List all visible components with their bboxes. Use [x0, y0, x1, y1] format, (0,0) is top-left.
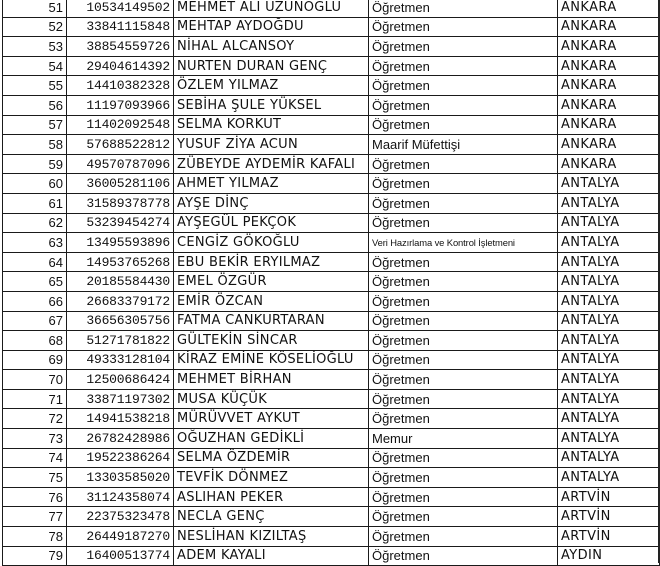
- row-number-cell: 52: [3, 17, 67, 37]
- id-number-cell: 29404614392: [67, 56, 174, 76]
- job-title-cell: Öğretmen: [369, 115, 558, 135]
- table-row: [3, 135, 660, 155]
- job-title-cell: Öğretmen: [369, 95, 558, 115]
- row-number-cell: 75: [3, 468, 67, 488]
- id-number-cell: 11402092548: [67, 115, 174, 135]
- province-cell: ANKARA: [558, 37, 660, 57]
- province-cell: ANTALYA: [558, 370, 660, 390]
- table-row: [3, 389, 660, 409]
- job-title-cell: Memur: [369, 429, 558, 449]
- job-title-cell: Öğretmen: [369, 448, 558, 468]
- row-number-cell: 54: [3, 56, 67, 76]
- table-row: [3, 527, 660, 547]
- province-cell: ANKARA: [558, 135, 660, 155]
- person-name-cell: GÜLTEKİN SİNCAR: [174, 331, 369, 351]
- id-number-cell: 12500686424: [67, 370, 174, 390]
- job-title-cell: Öğretmen: [369, 350, 558, 370]
- province-cell: ANTALYA: [558, 252, 660, 272]
- table-row: [3, 95, 660, 115]
- table-row: [3, 0, 660, 17]
- province-cell: ARTVİN: [558, 487, 660, 507]
- person-name-cell: SELMA KORKUT: [174, 115, 369, 135]
- province-cell: ANTALYA: [558, 233, 660, 253]
- job-title-cell: Öğretmen: [369, 311, 558, 331]
- province-cell: ANKARA: [558, 76, 660, 96]
- person-name-cell: EMİR ÖZCAN: [174, 291, 369, 311]
- province-cell: ANTALYA: [558, 468, 660, 488]
- row-number-cell: 59: [3, 154, 67, 174]
- id-number-cell: 51271781822: [67, 331, 174, 351]
- table-row: [3, 409, 660, 429]
- job-title-cell: Veri Hazırlama ve Kontrol İşletmeni: [369, 233, 558, 253]
- row-number-cell: 65: [3, 272, 67, 292]
- job-title-cell: Öğretmen: [369, 174, 558, 194]
- id-number-cell: 14410382328: [67, 76, 174, 96]
- table-row: [3, 429, 660, 449]
- person-name-cell: AHMET YILMAZ: [174, 174, 369, 194]
- table-row: [3, 448, 660, 468]
- person-name-cell: NESLİHAN KIZILTAŞ: [174, 527, 369, 547]
- id-number-cell: 13495593896: [67, 233, 174, 253]
- person-name-cell: CENGİZ GÖKOĞLU: [174, 233, 369, 253]
- person-name-cell: ASLIHAN PEKER: [174, 487, 369, 507]
- province-cell: ANKARA: [558, 154, 660, 174]
- province-cell: ANTALYA: [558, 350, 660, 370]
- table-row: [3, 291, 660, 311]
- province-cell: ANKARA: [558, 95, 660, 115]
- row-number-cell: 76: [3, 487, 67, 507]
- row-number-cell: 78: [3, 527, 67, 547]
- job-title-cell: Maarif Müfettişi: [369, 135, 558, 155]
- job-title-cell: Öğretmen: [369, 0, 558, 17]
- person-name-cell: SELMA ÖZDEMİR: [174, 448, 369, 468]
- id-number-cell: 57688522812: [67, 135, 174, 155]
- job-title-cell: Öğretmen: [369, 409, 558, 429]
- person-name-cell: OĞUZHAN GEDİKLİ: [174, 429, 369, 449]
- row-number-cell: 72: [3, 409, 67, 429]
- id-number-cell: 19522386264: [67, 448, 174, 468]
- province-cell: ARTVİN: [558, 527, 660, 547]
- person-name-cell: KİRAZ EMİNE KÖSELİOĞLU: [174, 350, 369, 370]
- person-name-cell: MEHMET ALİ UZUNOĞLU: [174, 0, 369, 17]
- province-cell: ANKARA: [558, 0, 660, 17]
- row-number-cell: 53: [3, 37, 67, 57]
- job-title-cell: Öğretmen: [369, 193, 558, 213]
- person-name-cell: EBU BEKİR ERYILMAZ: [174, 252, 369, 272]
- person-name-cell: NİHAL ALCANSOY: [174, 37, 369, 57]
- person-name-cell: ÖZLEM YILMAZ: [174, 76, 369, 96]
- row-number-cell: 58: [3, 135, 67, 155]
- province-cell: ANTALYA: [558, 448, 660, 468]
- province-cell: ANTALYA: [558, 389, 660, 409]
- table-row: [3, 252, 660, 272]
- table-row: [3, 331, 660, 351]
- row-number-cell: 57: [3, 115, 67, 135]
- table-row: [3, 193, 660, 213]
- person-name-cell: AYŞEGÜL PEKÇOK: [174, 213, 369, 233]
- person-name-cell: NURTEN DURAN GENÇ: [174, 56, 369, 76]
- province-cell: AYDIN: [558, 546, 660, 566]
- table-row: [3, 56, 660, 76]
- job-title-cell: Öğretmen: [369, 389, 558, 409]
- province-cell: ANTALYA: [558, 174, 660, 194]
- id-number-cell: 31589378778: [67, 193, 174, 213]
- job-title-cell: Öğretmen: [369, 507, 558, 527]
- province-cell: ANTALYA: [558, 193, 660, 213]
- province-cell: ANTALYA: [558, 213, 660, 233]
- id-number-cell: 33871197302: [67, 389, 174, 409]
- table-row: [3, 272, 660, 292]
- row-number-cell: 51: [3, 0, 67, 17]
- person-name-cell: MUSA KÜÇÜK: [174, 389, 369, 409]
- job-title-cell: Öğretmen: [369, 546, 558, 566]
- job-title-cell: Öğretmen: [369, 56, 558, 76]
- id-number-cell: 14941538218: [67, 409, 174, 429]
- id-number-cell: 49333128104: [67, 350, 174, 370]
- id-number-cell: 13303585020: [67, 468, 174, 488]
- row-number-cell: 79: [3, 546, 67, 566]
- id-number-cell: 26683379172: [67, 291, 174, 311]
- province-cell: ANKARA: [558, 17, 660, 37]
- person-name-cell: ADEM KAYALI: [174, 546, 369, 566]
- job-title-cell: Öğretmen: [369, 527, 558, 547]
- job-title-cell: Öğretmen: [369, 37, 558, 57]
- table-row: [3, 468, 660, 488]
- province-cell: ARTVİN: [558, 507, 660, 527]
- id-number-cell: 31124358074: [67, 487, 174, 507]
- person-name-cell: YUSUF ZİYA ACUN: [174, 135, 369, 155]
- table-row: [3, 507, 660, 527]
- province-cell: ANTALYA: [558, 291, 660, 311]
- id-number-cell: 10534149502: [67, 0, 174, 17]
- row-number-cell: 55: [3, 76, 67, 96]
- table-row: [3, 370, 660, 390]
- person-name-cell: ZÜBEYDE AYDEMİR KAFALI: [174, 154, 369, 174]
- person-name-cell: EMEL ÖZGÜR: [174, 272, 369, 292]
- row-number-cell: 70: [3, 370, 67, 390]
- province-cell: ANTALYA: [558, 429, 660, 449]
- row-number-cell: 74: [3, 448, 67, 468]
- table-row: [3, 115, 660, 135]
- id-number-cell: 26782428986: [67, 429, 174, 449]
- id-number-cell: 16400513774: [67, 546, 174, 566]
- row-number-cell: 69: [3, 350, 67, 370]
- person-name-cell: TEVFİK DÖNMEZ: [174, 468, 369, 488]
- job-title-cell: Öğretmen: [369, 252, 558, 272]
- row-number-cell: 77: [3, 507, 67, 527]
- id-number-cell: 14953765268: [67, 252, 174, 272]
- row-number-cell: 64: [3, 252, 67, 272]
- id-number-cell: 22375323478: [67, 507, 174, 527]
- id-number-cell: 53239454274: [67, 213, 174, 233]
- id-number-cell: 38854559726: [67, 37, 174, 57]
- row-number-cell: 73: [3, 429, 67, 449]
- row-number-cell: 67: [3, 311, 67, 331]
- table-row: [3, 154, 660, 174]
- personnel-table: [2, 0, 660, 566]
- row-number-cell: 68: [3, 331, 67, 351]
- person-name-cell: MEHMET BİRHAN: [174, 370, 369, 390]
- table-row: [3, 174, 660, 194]
- id-number-cell: 20185584430: [67, 272, 174, 292]
- row-number-cell: 63: [3, 233, 67, 253]
- id-number-cell: 11197093966: [67, 95, 174, 115]
- person-name-cell: FATMA CANKURTARAN: [174, 311, 369, 331]
- table-row: [3, 350, 660, 370]
- table-row: [3, 76, 660, 96]
- table-row: [3, 546, 660, 566]
- person-name-cell: MEHTAP AYDOĞDU: [174, 17, 369, 37]
- table-row: [3, 233, 660, 253]
- person-name-cell: NECLA GENÇ: [174, 507, 369, 527]
- id-number-cell: 26449187270: [67, 527, 174, 547]
- job-title-cell: Öğretmen: [369, 213, 558, 233]
- job-title-cell: Öğretmen: [369, 76, 558, 96]
- job-title-cell: Öğretmen: [369, 331, 558, 351]
- table-row: [3, 37, 660, 57]
- province-cell: ANTALYA: [558, 272, 660, 292]
- table-row: [3, 311, 660, 331]
- row-number-cell: 56: [3, 95, 67, 115]
- job-title-cell: Öğretmen: [369, 487, 558, 507]
- row-number-cell: 62: [3, 213, 67, 233]
- id-number-cell: 36005281106: [67, 174, 174, 194]
- table-row: [3, 17, 660, 37]
- person-name-cell: AYŞE DİNÇ: [174, 193, 369, 213]
- job-title-cell: Öğretmen: [369, 154, 558, 174]
- table-row: [3, 487, 660, 507]
- province-cell: ANTALYA: [558, 331, 660, 351]
- row-number-cell: 71: [3, 389, 67, 409]
- job-title-cell: Öğretmen: [369, 17, 558, 37]
- table-row: [3, 213, 660, 233]
- row-number-cell: 66: [3, 291, 67, 311]
- id-number-cell: 36656305756: [67, 311, 174, 331]
- row-number-cell: 60: [3, 174, 67, 194]
- job-title-cell: Öğretmen: [369, 272, 558, 292]
- id-number-cell: 49570787096: [67, 154, 174, 174]
- province-cell: ANKARA: [558, 115, 660, 135]
- id-number-cell: 33841115848: [67, 17, 174, 37]
- job-title-cell: Öğretmen: [369, 370, 558, 390]
- table-body: [3, 0, 660, 566]
- province-cell: ANTALYA: [558, 409, 660, 429]
- province-cell: ANTALYA: [558, 311, 660, 331]
- province-cell: ANKARA: [558, 56, 660, 76]
- person-name-cell: SEBİHA ŞULE YÜKSEL: [174, 95, 369, 115]
- person-name-cell: MÜRÜVVET AYKUT: [174, 409, 369, 429]
- job-title-cell: Öğretmen: [369, 291, 558, 311]
- job-title-cell: Öğretmen: [369, 468, 558, 488]
- row-number-cell: 61: [3, 193, 67, 213]
